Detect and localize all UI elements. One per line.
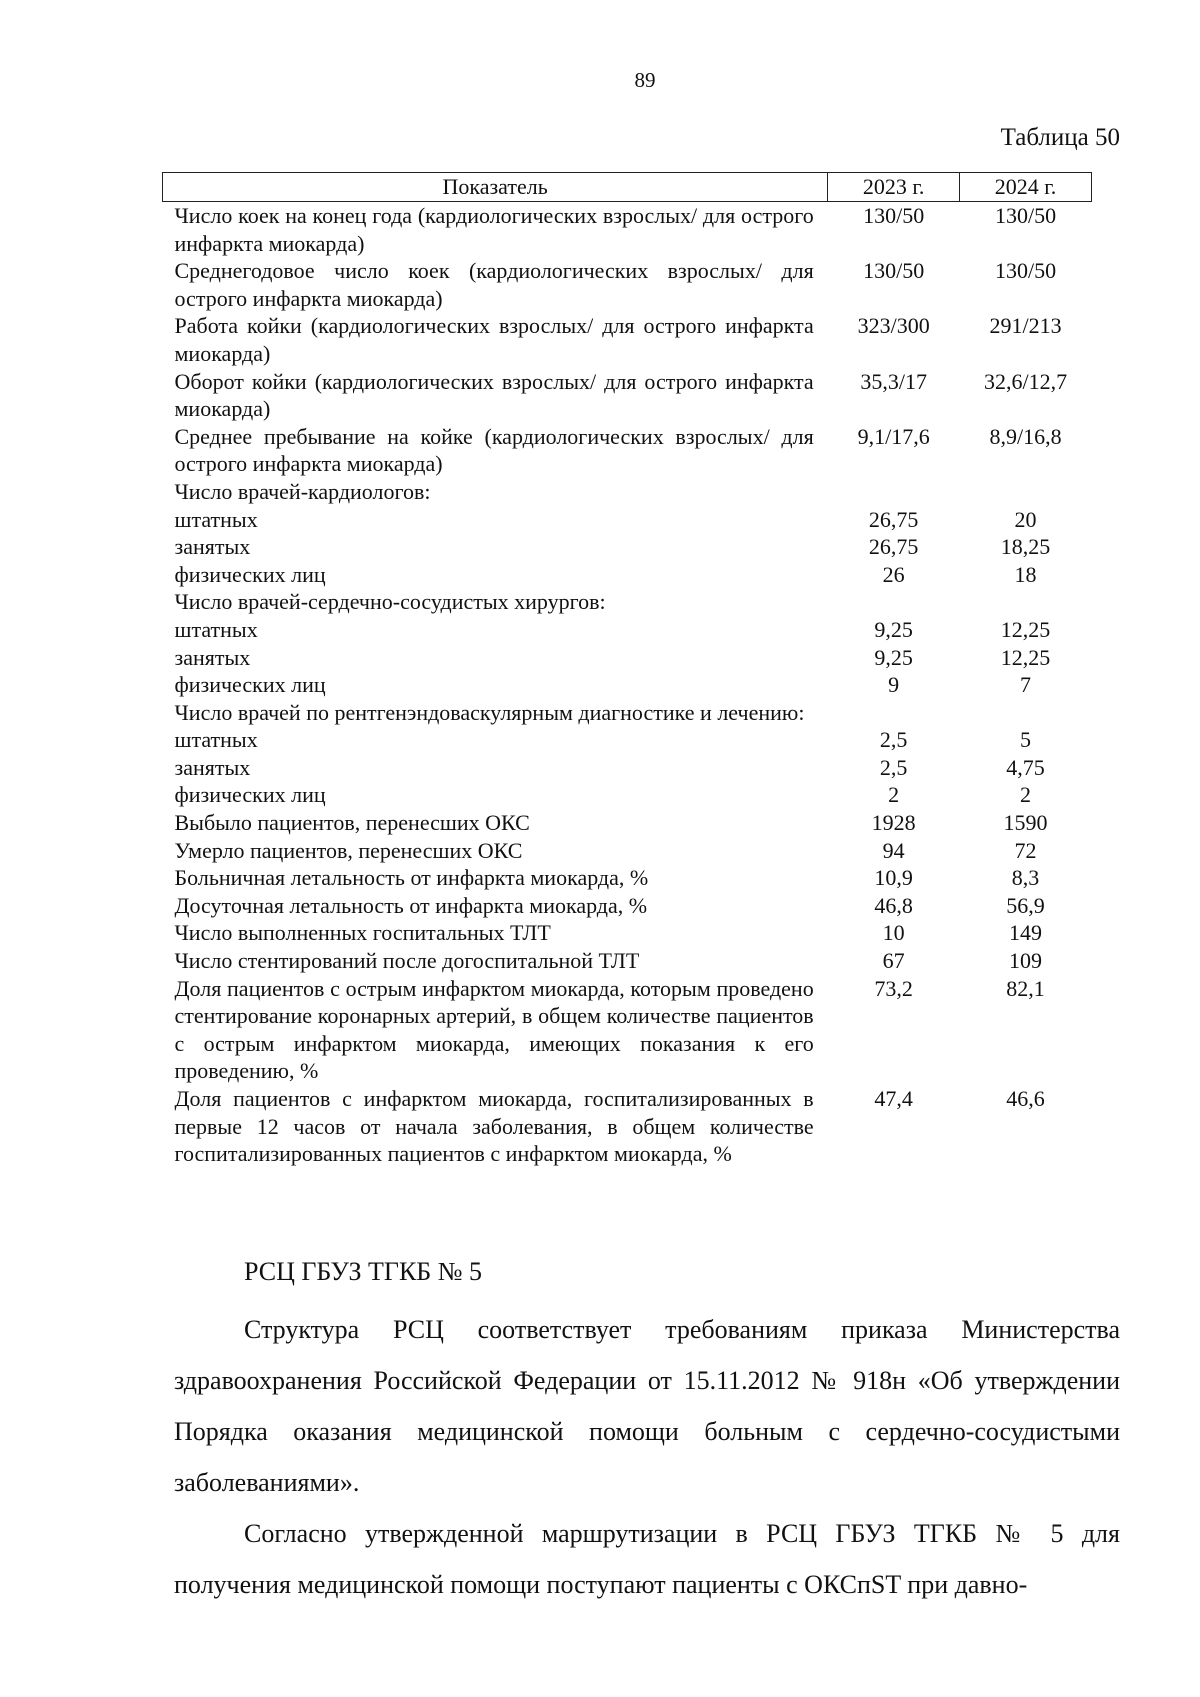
row-value-2023 [828,588,960,616]
table-row [163,726,1092,754]
row-indicator: физических лиц [174,782,326,808]
row-value-2023: 323/300 [857,313,930,339]
table-caption: Таблица 50 [1000,124,1120,151]
row-indicator: штатных [174,616,258,642]
row-value-2024: 32,6/12,7 [983,368,1068,394]
row-value-2023: 2,5 [879,754,908,780]
row-indicator: Работа койки (кардиологических взрослых/ для острого инфаркта миокарда) [174,313,814,366]
table-row [163,699,1092,727]
table-row [163,644,1092,672]
row-indicator: Число врачей по рентгенэндоваскулярным диагностике и лечению: [174,699,805,725]
indicators-table [162,172,1092,1168]
row-value-2023: 130/50 [863,203,925,228]
row-indicator: Среднее пребывание на койке (кардиологических взрослых/ для острого инфаркта миокарда) [174,423,814,477]
header-year-2023: 2023 г. [828,173,960,202]
row-indicator: штатных [174,506,258,532]
table-row [163,754,1092,782]
row-value-2024: 12,25 [1000,616,1051,642]
row-indicator: Число врачей-кардиологов: [174,478,431,504]
row-value-2024: 1590 [1003,810,1048,836]
row-indicator: Больничная летальность от инфаркта миокарда, % [174,865,649,891]
table-row [163,864,1092,892]
table-row [163,781,1092,809]
row-value-2023: 9,1/17,6 [857,423,930,449]
table-row [163,947,1092,975]
table-row [163,533,1092,561]
table-row [163,975,1092,1085]
row-value-2024: 5 [1020,727,1032,753]
row-value-2024: 18 [1014,561,1037,587]
row-value-2024: 46,6 [1006,1086,1045,1111]
row-value-2024: 8,3 [1011,865,1040,891]
section-heading: РСЦ ГБУЗ ТГКБ № 5 [244,1257,483,1286]
row-indicator: занятых [174,644,251,670]
row-indicator: занятых [174,534,251,560]
row-indicator: Число врачей-сердечно-сосудистых хирургов: [174,589,606,615]
row-value-2024: 56,9 [1006,892,1045,918]
row-indicator: Досуточная летальность от инфаркта миокарда, % [174,892,648,918]
row-value-2023: 67 [882,948,905,974]
row-value-2023: 9,25 [874,644,913,670]
row-value-2023: 2 [888,782,900,808]
header-indicator: Показатель [163,173,828,202]
row-indicator: Оборот койки (кардиологических взрослых/ для острого инфаркта миокарда) [174,368,814,422]
row-value-2023: 2,5 [879,727,908,753]
table-row [163,478,1092,506]
row-value-2024: 8,9/16,8 [989,423,1062,449]
paragraph: Согласно утвержденной маршрутизации в РСЦ ГБУЗ ТГКБ № 5 для получения медицинской помощи поступают пациенты с ОКСпST при давно- [174,1519,1120,1599]
row-value-2024: 20 [1014,506,1037,532]
row-value-2023: 46,8 [874,892,913,918]
table-row [163,588,1092,616]
table-header-row [163,173,1092,202]
row-indicator: Выбыло пациентов, перенесших ОКС [174,810,530,836]
row-indicator: Среднегодовое число коек (кардиологических взрослых/ для острого инфаркта миокарда) [174,258,814,311]
row-value-2023: 1928 [871,810,916,836]
paragraph: Структура РСЦ соответствует требованиям приказа Министерства здравоохранения Российской Федерации от 15.11.2012 № 918н «Об утверждении Порядка оказания медицинской помощи больным с сердечно-сосудистыми заболеваниями». [174,1315,1120,1497]
row-value-2024 [960,699,1092,727]
table-body [163,202,1092,1168]
row-value-2023: 47,4 [874,1086,913,1111]
row-value-2024 [960,588,1092,616]
table-row [163,919,1092,947]
row-value-2024: 291/213 [989,313,1062,339]
row-indicator: Доля пациентов с острым инфарктом миокарда, которым проведено стентирование коронарных артерий, в общем количестве пациентов с острым инфарктом миокарда, имеющих показания к его проведению, % [174,975,814,1084]
table-row [163,561,1092,589]
row-value-2024: 109 [1009,948,1043,974]
row-indicator: штатных [174,727,258,753]
row-value-2024 [960,478,1092,506]
header-year-2024: 2024 г. [960,173,1092,202]
table-row [163,616,1092,644]
row-value-2023 [828,478,960,506]
row-value-2024: 130/50 [994,258,1057,284]
table-row [163,202,1092,258]
row-value-2024: 2 [1020,782,1032,808]
page-number: 89 [634,68,656,92]
row-indicator: физических лиц [174,672,326,698]
row-value-2023: 10 [882,920,905,946]
row-value-2024: 82,1 [1006,975,1045,1001]
table-row [163,368,1092,423]
row-indicator: Доля пациентов с инфарктом миокарда, госпитализированных в первые 12 часов от начала заболевания, в общем количестве госпитализированных пациентов с инфарктом миокарда, % [174,1086,814,1167]
table-row [163,671,1092,699]
row-indicator: Число коек на конец года (кардиологических взрослых/ для острого инфаркта миокарда) [174,203,814,256]
row-value-2023: 9,25 [874,616,913,642]
row-value-2024: 18,25 [1000,534,1051,560]
row-value-2023: 26,75 [868,506,919,532]
row-value-2023: 73,2 [874,975,913,1001]
table-row [163,837,1092,865]
table-row [163,423,1092,478]
row-value-2023: 10,9 [874,865,913,891]
row-indicator: Число стентирований после догоспитальной ТЛТ [174,948,640,974]
row-value-2023: 26 [882,561,905,587]
row-value-2024: 4,75 [1006,754,1045,780]
row-value-2023: 26,75 [868,534,919,560]
table-row [163,506,1092,534]
row-value-2024: 7 [1020,672,1032,698]
body-text [174,1304,1120,1610]
table-row [163,312,1092,367]
row-indicator: Число выполненных госпитальных ТЛТ [174,920,551,946]
row-indicator: физических лиц [174,561,326,587]
row-value-2024: 130/50 [994,203,1057,228]
row-value-2024: 149 [1009,920,1043,946]
row-indicator: занятых [174,754,251,780]
table-row [163,1085,1092,1168]
row-value-2023: 130/50 [863,258,925,284]
row-value-2024: 72 [1014,837,1037,863]
row-value-2023: 94 [882,837,905,863]
table-row [163,809,1092,837]
row-indicator: Умерло пациентов, перенесших ОКС [174,837,523,863]
table-row [163,257,1092,312]
row-value-2023: 9 [888,672,900,698]
row-value-2023: 35,3/17 [860,368,927,394]
table-row [163,892,1092,920]
row-value-2024: 12,25 [1000,644,1051,670]
row-value-2023 [828,699,960,727]
